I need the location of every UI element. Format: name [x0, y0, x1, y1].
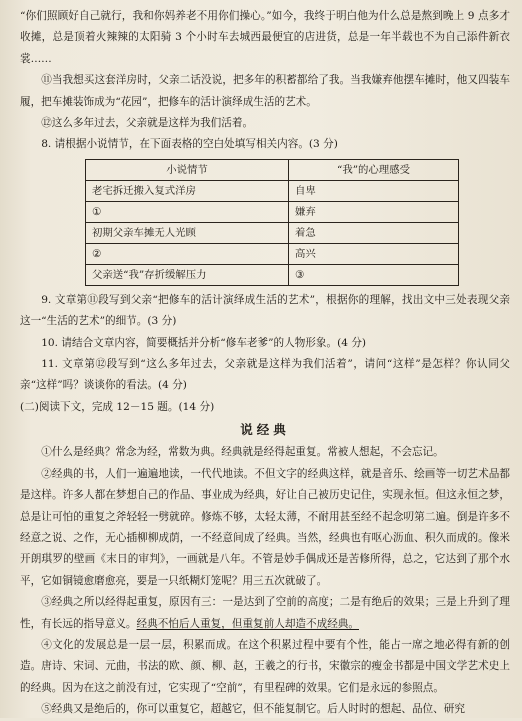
essay-title: 说经典 [240, 422, 290, 438]
essay-paragraph-4: ④文化的发展总是一层一层，积累而成。在这个积累过程中要有个性，能占一席之地必得有新的创造。唐诗、宋词、元曲，书法的欧、颜、柳、赵，王羲之的行书，宋徽宗的瘦金书都是中国文学艺术史上的经典。因为在这之前没有过，它实现了“空前”，有里程碑的效果。它们是永远的参照点。 [20, 638, 510, 694]
question-9: 9. 文章第⑪段写到父亲“把修车的活计演绎成生活的艺术”，根据你的理解，找出文中三处表现父亲这一“生活的艺术”的细节。(3 分) [20, 293, 510, 328]
story-paragraph-12: ⑫这么多年过去，父亲就是这样为我们活着。 [41, 117, 254, 130]
feeling-cell: 高兴 [289, 243, 459, 264]
question-10: 10. 请结合文章内容，简要概括并分析“修车老爹”的人物形象。(4 分) [41, 336, 367, 349]
question-8: 8. 请根据小说情节，在下面表格的空白处填写相关内容。(3 分) [41, 138, 338, 151]
plot-cell: 父亲送“我”存折缓解压力 [86, 264, 289, 285]
section-heading: (二)阅读下文，完成 12－15 题。(14 分) [20, 400, 215, 413]
table-row [86, 243, 459, 264]
story-paragraph: “你们照顾好自己就行，我和你妈养老不用你们操心。”如今，我终于明白他为什么总是熬到晚上 9 点多才收摊，总是顶着火辣辣的太阳骑 3 个小时车去城西最便宜的店进货，总是一年半载也不为自己添件新衣裳…… [20, 10, 510, 65]
story-paragraph-11: ⑪当我想买这套洋房时，父亲二话没说，把多年的积蓄都给了我。当我嫌弃他摆车摊时，他又四装车履，把车摊装饰成为“花园”，把修车的活计演绎成生活的艺术。 [20, 74, 510, 108]
essay-paragraph-2: ②经典的书，人们一遍遍地读，一代代地读。不但文字的经典这样，就是音乐、绘画等一切艺术品都是这样。许多人都在梦想自己的作品、事业成为经典，好让自己被历史记住，实现永恒。但这永恒之梦，总是让可怕的重复之斧轻轻一劈就碎。修炼不够，太轻太薄，不耐用甚至经不起念叨第二遍。倒是许多不经意之说、之作，无心插柳柳成荫，一不经意间成了经典。当然，经典也有呕心沥血、积久而成的。像米开朗琪罗的壁画《末日的审判》，一画就是八年。不管是妙手偶成还是苦修所得，总之，它达到了那个水平，它如铜镜愈磨愈亮，要是一只纸糊灯笼呢？用三五次就破了。 [20, 467, 510, 587]
table-row [86, 222, 459, 243]
table-row [86, 264, 459, 285]
feeling-cell: 着急 [289, 222, 459, 243]
plot-cell: 初期父亲车摊无人光顾 [86, 222, 289, 243]
plot-feeling-table [85, 159, 459, 286]
underlined-sentence: 经典不怕后人重复，但重复前人却造不成经典。 [136, 617, 359, 630]
feeling-cell: 自卑 [289, 180, 459, 201]
table-row [86, 180, 459, 201]
feeling-cell-blank-3: ③ [289, 264, 459, 285]
feeling-cell: 嫌弃 [289, 201, 459, 222]
plot-cell-blank-2: ② [86, 243, 289, 264]
essay-body [20, 442, 510, 720]
plot-cell: 老宅拆迁搬入复式洋房 [86, 180, 289, 201]
story-ending [20, 6, 510, 134]
question-11: 11. 文章第⑫段写到“这么多年过去，父亲就是这样为我们活着”，请问“这样”是怎样？你认同父亲“这样”吗？谈谈你的看法。(4 分) [20, 358, 510, 392]
column-header-plot: 小说情节 [86, 159, 289, 180]
column-header-feeling: “我”的心理感受 [289, 159, 459, 180]
plot-cell-blank-1: ① [86, 201, 289, 222]
essay-paragraph-1: ①什么是经典？常念为经，常数为典。经典就是经得起重复。常被人想起，不会忘记。 [41, 446, 444, 459]
essay-paragraph-3: ③经典之所以经得起重复，原因有三：一是达到了空前的高度；二是有绝后的效果；三是上升到了理性，有长远的指导意义。经典不怕后人重复，但重复前人却造不成经典。 [20, 596, 510, 630]
table-row [86, 201, 459, 222]
essay-paragraph-5: ⑤经典又是绝后的，你可以重复它，超越它，但不能复制它。后人时时的想起、品位、研究 [41, 703, 465, 716]
table-header-row [86, 159, 459, 180]
